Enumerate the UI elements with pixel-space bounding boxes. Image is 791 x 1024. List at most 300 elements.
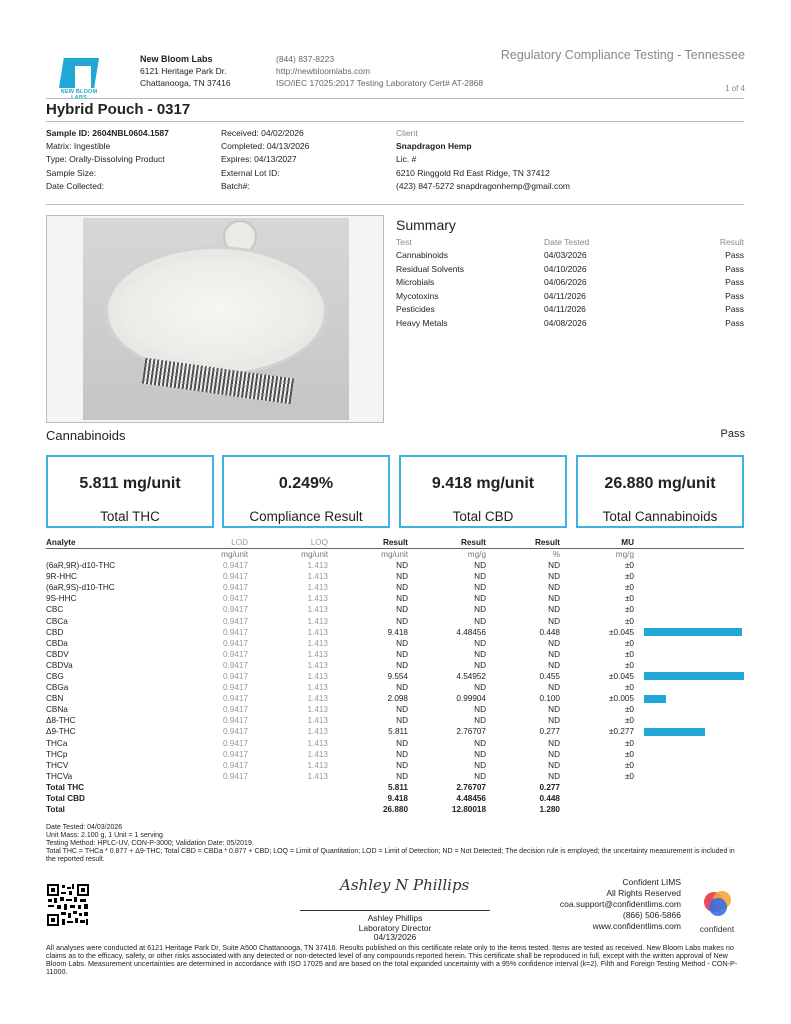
analyte-name: Δ8-THC (46, 716, 76, 726)
confident-url[interactable]: www.confidentlims.com (592, 921, 681, 931)
logo-text: NEW BLOOM (60, 89, 98, 95)
result-pct: 0.277 (539, 727, 560, 737)
summary-header-test: Test (396, 236, 412, 247)
lab-phone: (844) 837-8223 (276, 54, 335, 64)
lab-address (140, 53, 231, 89)
loq-value: 1.413 (307, 771, 328, 781)
date-received: Received: 04/02/2026 (221, 128, 304, 138)
total-result-g: 4.48456 (456, 794, 486, 804)
footer-disclaimer: All analyses were conducted at 6121 Heritage Park Dr, Suite A500 Chattanooga, TN 37416. Results published on this certificate relate only to the items tested. Items are tested as received. New Bloom Labs makes no claims as to the efficacy, safety, or other risks associated with any detected or non-detected level of any compounds reported herein. This certificate shall be reproduced in full, except with the written approval of New Bloom Labs. Measurement uncertainties are determined in accordance with ISO 17025 and are based on the total expanded uncertainty with a 95% confidence interval (k=2). Filth and Foreign Testing Method - CON-P-11000. (46, 943, 738, 976)
analyte-name: 9R-HHC (46, 572, 77, 582)
lab-logo (55, 58, 103, 98)
summary-row (396, 262, 744, 276)
lod-value: 0.9417 (222, 694, 248, 704)
analyte-name: THCVa (46, 771, 73, 781)
result-g: ND (474, 749, 486, 759)
result-unit: 2.098 (387, 694, 408, 704)
result-unit: ND (396, 705, 408, 715)
result-bar-cell (634, 604, 744, 615)
empty-cell (560, 793, 634, 804)
lab-cert: ISO/IEC 17025:2017 Testing Laboratory Cert# AT-2868 (276, 78, 484, 88)
analyte-row (46, 738, 744, 749)
lod-value: 0.9417 (222, 638, 248, 648)
analyte-name: CBDVa (46, 660, 73, 670)
loq-value: 1.413 (307, 660, 328, 670)
result-g: ND (474, 683, 486, 693)
summary-date: 04/08/2026 (544, 317, 587, 328)
result-unit: ND (396, 572, 408, 582)
empty-cell (248, 793, 328, 804)
mu-value: ±0 (624, 683, 634, 693)
result-g: ND (474, 583, 486, 593)
compliance-label: Compliance Result (249, 509, 363, 524)
confident-name: Confident LIMS (622, 877, 681, 887)
analyte-name: THCV (46, 760, 69, 770)
result-bar-cell (634, 560, 744, 571)
total-cannabinoids-box (576, 455, 744, 528)
result-g: ND (474, 594, 486, 604)
lod-value: 0.9417 (222, 572, 248, 582)
result-bar (644, 728, 705, 736)
loq-value: 1.413 (307, 605, 328, 615)
col-result-unit: Result (328, 537, 408, 549)
summary-date: 04/03/2026 (544, 250, 587, 261)
result-pct: ND (548, 716, 560, 726)
sample-id: Sample ID: 2604NBL0604.1587 (46, 128, 169, 138)
result-bar-cell (634, 593, 744, 604)
result-bar (644, 672, 744, 680)
total-cbd-value: 9.418 mg/unit (431, 475, 535, 492)
mu-value: ±0 (624, 749, 634, 759)
summary-date: 04/10/2026 (544, 263, 587, 274)
test-notes (46, 824, 744, 864)
date-completed: Completed: 04/13/2026 (221, 141, 310, 152)
compliance-box (222, 455, 390, 528)
result-pct: ND (548, 583, 560, 593)
summary-row (396, 316, 744, 330)
analyte-row (46, 571, 744, 582)
lod-value: 0.9417 (222, 705, 248, 715)
result-bar-cell (634, 726, 744, 737)
total-result-unit: 9.418 (387, 794, 408, 804)
result-g: ND (474, 605, 486, 615)
summary-row (396, 303, 744, 317)
result-pct: ND (548, 616, 560, 626)
result-g: ND (474, 561, 486, 571)
empty-cell (634, 793, 744, 804)
result-pct: ND (548, 660, 560, 670)
divider (46, 121, 744, 122)
mu-value: ±0 (624, 583, 634, 593)
cannabinoids-title: Cannabinoids (46, 428, 126, 443)
lab-contact (276, 53, 483, 89)
lab-city: Chattanooga, TN 37416 (140, 78, 231, 88)
loq-value: 1.413 (307, 694, 328, 704)
result-bar-cell (634, 582, 744, 593)
result-pct: ND (548, 760, 560, 770)
analyte-name: CBC (46, 605, 64, 615)
mu-value: ±0 (624, 716, 634, 726)
lod-value: 0.9417 (222, 727, 248, 737)
loq-value: 1.413 (307, 760, 328, 770)
result-bar-cell (634, 749, 744, 760)
unit-cell: mg/g (467, 550, 486, 559)
total-result-pct: 0.277 (539, 782, 560, 792)
empty-cell (248, 804, 328, 815)
mu-value: ±0 (624, 638, 634, 648)
total-label: Total (46, 805, 65, 815)
mu-value: ±0 (624, 649, 634, 659)
date-expires: Expires: 04/13/2027 (221, 154, 297, 165)
confident-logo (694, 888, 740, 934)
result-g: ND (474, 649, 486, 659)
lod-value: 0.9417 (222, 616, 248, 626)
summary-test: Microbials (396, 277, 435, 288)
total-row (46, 782, 744, 793)
units-row (46, 549, 744, 561)
unit-cell: mg/unit (381, 550, 408, 559)
loq-value: 1.413 (307, 594, 328, 604)
result-g: ND (474, 738, 486, 748)
loq-value: 1.413 (307, 671, 328, 681)
total-label: Total CBD (46, 794, 85, 804)
result-unit: ND (396, 561, 408, 571)
result-g: ND (474, 771, 486, 781)
result-unit: ND (396, 649, 408, 659)
loq-value: 1.413 (307, 627, 328, 637)
result-pct: ND (548, 683, 560, 693)
note-definitions: Total THC = THCa * 0.877 + Δ9-THC; Total CBD = CBDa * 0.877 + CBD; LOQ = Limit of Quantitation; LOD = Limit of Detection; ND = Not Detected; The decision rule is employed; the uncertainty measurement is included in the reported result. (46, 848, 735, 863)
analyte-row (46, 638, 744, 649)
unit-cell (46, 549, 136, 561)
result-pct: ND (548, 605, 560, 615)
analyte-row (46, 627, 744, 638)
total-row (46, 793, 744, 804)
result-g: ND (474, 760, 486, 770)
result-g: ND (474, 638, 486, 648)
col-result-g: Result (408, 537, 486, 549)
result-unit: 5.811 (388, 727, 408, 737)
analyte-row (46, 615, 744, 626)
result-unit: ND (396, 716, 408, 726)
summary-title: Summary (396, 217, 456, 233)
empty-cell (634, 804, 744, 815)
loq-value: 1.413 (307, 738, 328, 748)
mu-value: ±0 (624, 705, 634, 715)
result-g: 0.99904 (456, 694, 486, 704)
result-bar-cell (634, 738, 744, 749)
loq-value: 1.413 (307, 616, 328, 626)
confident-phone: (866) 506-5866 (622, 910, 681, 920)
analyte-row (46, 760, 744, 771)
total-cbd-box (399, 455, 567, 528)
client-contact: (423) 847-5272 snapdragonhemp@gmail.com (396, 180, 571, 191)
result-g: 2.76707 (456, 727, 486, 737)
analyte-name: CBD (46, 627, 64, 637)
total-label: Total THC (46, 782, 85, 792)
lod-value: 0.9417 (222, 594, 248, 604)
lod-value: 0.9417 (222, 760, 248, 770)
total-cbd-label: Total CBD (452, 509, 514, 524)
confident-rights: All Rights Reserved (606, 888, 681, 898)
confident-logo-text: confident (699, 924, 735, 934)
signature-script: Ashley N Phillips (340, 876, 470, 894)
summary-result: Pass (725, 263, 744, 274)
empty-cell (136, 804, 248, 815)
sample-matrix: Matrix: Ingestible (46, 141, 111, 152)
divider (46, 204, 744, 205)
summary-result: Pass (725, 304, 744, 315)
total-result-pct: 0.448 (539, 794, 560, 804)
mu-value: ±0.005 (609, 694, 634, 704)
result-g: ND (474, 705, 486, 715)
result-bar-cell (634, 715, 744, 726)
summary-result: Pass (725, 250, 744, 261)
analyte-name: CBNa (46, 705, 68, 715)
analyte-name: Δ9-THC (46, 727, 76, 737)
loq-value: 1.413 (307, 649, 328, 659)
lod-value: 0.9417 (222, 605, 248, 615)
result-bar-cell (634, 760, 744, 771)
batch-number: Batch#: (221, 180, 250, 191)
lod-value: 0.9417 (222, 771, 248, 781)
total-cannabinoids-value: 26.880 mg/unit (604, 475, 716, 492)
analyte-name: CBDa (46, 638, 68, 648)
analyte-row (46, 660, 744, 671)
result-pct: 0.455 (539, 671, 560, 681)
lod-value: 0.9417 (222, 583, 248, 593)
result-pct: ND (548, 749, 560, 759)
sample-photo (46, 215, 384, 423)
cannabinoid-table (46, 537, 744, 815)
total-result-g: 2.76707 (456, 782, 486, 792)
lod-value: 0.9417 (222, 671, 248, 681)
summary-date: 04/06/2026 (544, 277, 587, 288)
summary-result: Pass (725, 317, 744, 328)
summary-table (396, 235, 744, 330)
total-result-unit: 26.880 (382, 805, 408, 815)
total-thc-label: Total THC (100, 509, 160, 524)
analyte-name: CBN (46, 694, 64, 704)
analyte-row (46, 671, 744, 682)
empty-cell (560, 804, 634, 815)
regulatory-title: Regulatory Compliance Testing - Tennessee (500, 48, 745, 62)
analyte-row (46, 560, 744, 571)
note-date-tested: Date Tested: 04/03/2026 (46, 824, 123, 831)
lab-street: 6121 Heritage Park Dr. (140, 66, 227, 76)
sample-type: Type: Orally-Dissolving Product (46, 154, 165, 165)
result-bar (644, 628, 742, 636)
total-thc-value: 5.811 mg/unit (79, 475, 181, 492)
mu-value: ±0 (624, 605, 634, 615)
result-unit: ND (396, 771, 408, 781)
col-bar (634, 537, 744, 549)
result-pct: ND (548, 771, 560, 781)
total-row (46, 804, 744, 815)
mu-value: ±0.045 (609, 627, 634, 637)
mu-value: ±0 (624, 760, 634, 770)
loq-value: 1.413 (307, 716, 328, 726)
result-bar-cell (634, 649, 744, 660)
result-g: ND (474, 716, 486, 726)
total-result-g: 12.80018 (451, 805, 486, 815)
analyte-name: CBG (46, 671, 64, 681)
summary-test: Heavy Metals (396, 317, 448, 328)
empty-cell (248, 782, 328, 793)
result-bar (644, 695, 666, 703)
result-g: 4.48456 (456, 627, 486, 637)
analyte-row (46, 693, 744, 704)
col-lod: LOD (136, 537, 248, 549)
loq-value: 1.413 (307, 561, 328, 571)
page-count: 1 of 4 (724, 84, 745, 93)
result-unit: ND (396, 638, 408, 648)
result-g: ND (474, 660, 486, 670)
result-bar-cell (634, 704, 744, 715)
analyte-row (46, 582, 744, 593)
lod-value: 0.9417 (222, 716, 248, 726)
col-mu: MU (560, 537, 634, 549)
analyte-name: (6aR,9R)-d10-THC (46, 561, 116, 571)
result-unit: ND (396, 594, 408, 604)
result-bar-cell (634, 615, 744, 626)
mu-value: ±0 (624, 738, 634, 748)
confident-email[interactable]: coa.support@confidentlims.com (559, 899, 681, 909)
result-unit: ND (396, 738, 408, 748)
mu-value: ±0 (624, 561, 634, 571)
result-unit: ND (396, 660, 408, 670)
summary-result: Pass (725, 290, 744, 301)
analyte-name: CBDV (46, 649, 69, 659)
unit-cell: mg/unit (301, 550, 328, 559)
empty-cell (634, 782, 744, 793)
result-bar-cell (634, 638, 744, 649)
col-analyte: Analyte (46, 537, 136, 549)
empty-cell (136, 782, 248, 793)
sample-collected: Date Collected: (46, 180, 105, 191)
analyte-name: CBCa (46, 616, 68, 626)
lab-name: New Bloom Labs (140, 54, 213, 64)
note-unit-mass: Unit Mass: 2.100 g, 1 Unit = 1 serving (46, 832, 163, 839)
analyte-row (46, 771, 744, 782)
mu-value: ±0 (624, 616, 634, 626)
analyte-row (46, 682, 744, 693)
lod-value: 0.9417 (222, 561, 248, 571)
summary-test: Pesticides (396, 304, 435, 315)
result-g: 4.54952 (456, 671, 486, 681)
result-pct: ND (548, 738, 560, 748)
summary-test: Residual Solvents (396, 263, 465, 274)
lod-value: 0.9417 (222, 627, 248, 637)
result-pct: ND (548, 638, 560, 648)
lab-url[interactable]: http://newbloomlabs.com (276, 66, 371, 76)
summary-result: Pass (725, 277, 744, 288)
loq-value: 1.413 (307, 638, 328, 648)
empty-cell (560, 782, 634, 793)
analyte-row (46, 593, 744, 604)
analyte-row (46, 726, 744, 737)
mu-value: ±0 (624, 771, 634, 781)
confident-lims-info (560, 877, 681, 932)
total-thc-box (46, 455, 214, 528)
mu-value: ±0 (624, 660, 634, 670)
result-pct: ND (548, 594, 560, 604)
note-method: Testing Method: HPLC-UV, CON-P-3000; Validation Date: 05/2019. (46, 840, 254, 847)
result-bar-cell (634, 627, 744, 638)
result-unit: 9.418 (387, 627, 408, 637)
mu-value: ±0 (624, 594, 634, 604)
mu-value: ±0.045 (609, 671, 634, 681)
result-bar-cell (634, 671, 744, 682)
client-address: 6210 Ringgold Rd East Ridge, TN 37412 (396, 167, 550, 178)
lod-value: 0.9417 (222, 738, 248, 748)
lod-value: 0.9417 (222, 683, 248, 693)
summary-header-result: Result (719, 236, 744, 247)
page-title: Hybrid Pouch - 0317 (46, 101, 191, 118)
result-unit: ND (396, 760, 408, 770)
client-name: Snapdragon Hemp (396, 141, 472, 152)
confident-logo-icon (694, 888, 740, 918)
analyte-name: CBGa (46, 683, 69, 693)
col-loq: LOQ (248, 537, 328, 549)
result-pct: 0.100 (539, 694, 560, 704)
client-info (396, 127, 570, 193)
sample-size: Sample Size: (46, 167, 97, 178)
signer-date: 04/13/2026 (373, 932, 417, 942)
total-result-pct: 1.280 (539, 805, 560, 815)
signer-role: Laboratory Director (358, 922, 432, 933)
lod-value: 0.9417 (222, 660, 248, 670)
result-unit: ND (396, 683, 408, 693)
summary-row (396, 249, 744, 263)
total-result-unit: 5.811 (387, 782, 408, 792)
analyte-row (46, 704, 744, 715)
result-unit: ND (396, 749, 408, 759)
loq-value: 1.413 (307, 749, 328, 759)
analyte-name: THCp (46, 749, 68, 759)
result-bar-cell (634, 693, 744, 704)
summary-header-date: Date Tested (544, 236, 590, 247)
loq-value: 1.413 (307, 583, 328, 593)
loq-value: 1.413 (307, 572, 328, 582)
mu-value: ±0 (624, 572, 634, 582)
analyte-row (46, 604, 744, 615)
result-g: ND (474, 616, 486, 626)
client-label: Client (396, 128, 418, 138)
qr-code-icon[interactable] (46, 883, 90, 927)
result-pct: 0.448 (539, 627, 560, 637)
result-unit: ND (396, 605, 408, 615)
summary-row (396, 289, 744, 303)
summary-test: Cannabinoids (396, 250, 448, 261)
summary-row (396, 276, 744, 290)
client-license: Lic. # (396, 154, 417, 165)
result-pct: ND (548, 561, 560, 571)
result-bar-cell (634, 660, 744, 671)
analyte-name: THCa (46, 738, 68, 748)
lod-value: 0.9417 (222, 749, 248, 759)
result-bar-cell (634, 682, 744, 693)
result-pct: ND (548, 705, 560, 715)
sample-info (46, 127, 169, 193)
summary-test: Mycotoxins (396, 290, 439, 301)
result-unit: ND (396, 616, 408, 626)
mu-value: ±0.277 (609, 727, 634, 737)
summary-date: 04/11/2026 (544, 304, 586, 315)
result-bar-cell (634, 571, 744, 582)
result-g: ND (474, 572, 486, 582)
result-unit: ND (396, 583, 408, 593)
